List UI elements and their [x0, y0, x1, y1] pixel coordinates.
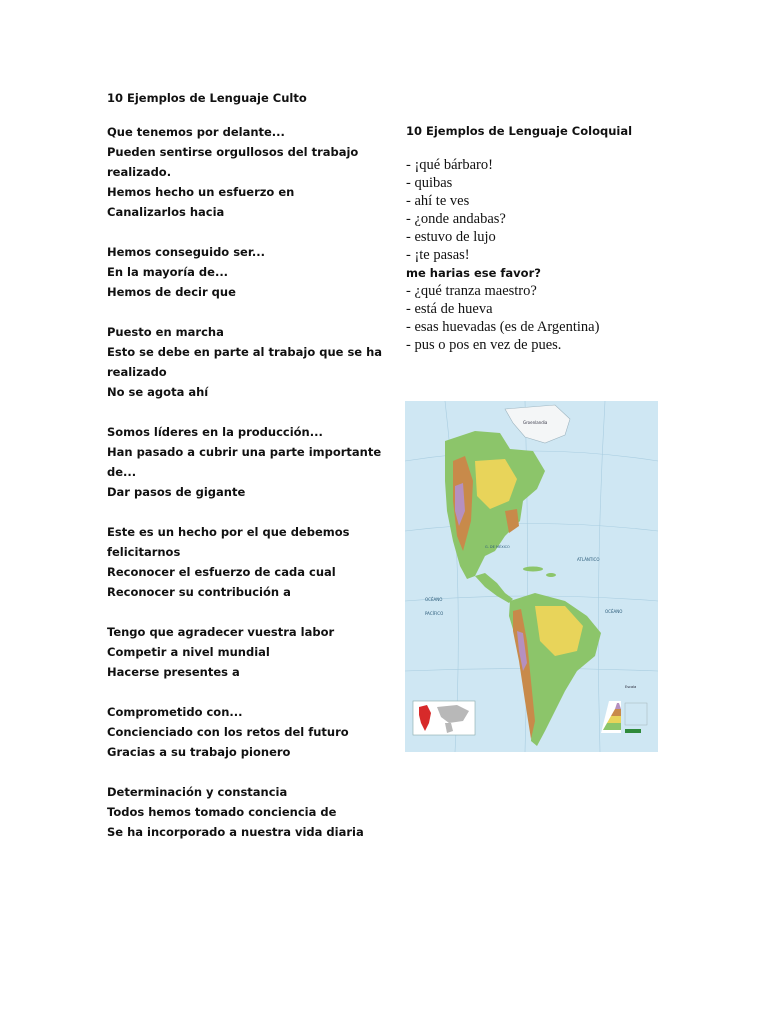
culto-example-line: Somos líderes en la producción...	[107, 425, 323, 439]
culto-example-line: Hacerse presentes a	[107, 665, 240, 679]
culto-example-line: realizado	[107, 365, 167, 379]
group-spacer	[107, 402, 377, 422]
scale-label: Escala	[625, 685, 637, 689]
greenland-label: Groenlandia	[523, 420, 548, 425]
culto-example-line: Que tenemos por delante...	[107, 125, 285, 139]
culto-example-line: Han pasado a cubrir una parte importante	[107, 445, 382, 459]
caribbean-island	[546, 573, 556, 577]
coloquial-title: 10 Ejemplos de Lenguaje Coloquial	[406, 124, 633, 138]
coloquial-example-item: - ahí te ves	[406, 193, 470, 209]
culto-example-line: Todos hemos tomado conciencia de	[107, 805, 337, 819]
coloquial-example-item: - ¡qué bárbaro!	[406, 157, 493, 173]
culto-example-line: Se ha incorporado a nuestra vida diaria	[107, 825, 364, 839]
culto-example-line: de...	[107, 465, 137, 479]
oceano-right-label: OCÉANO	[605, 609, 623, 614]
culto-example-line: Competir a nivel mundial	[107, 645, 270, 659]
coloquial-example-item: - pus o pos en vez de pues.	[406, 337, 562, 353]
culto-example-line: Hemos conseguido ser...	[107, 245, 265, 259]
group-spacer	[107, 762, 377, 782]
group-spacer	[107, 682, 377, 702]
culto-example-line: Puesto en marcha	[107, 325, 224, 339]
coloquial-example-item: - ¿qué tranza maestro?	[406, 283, 537, 299]
pacifico-label: PACÍFICO	[425, 611, 444, 616]
culto-example-line: Concienciado con los retos del futuro	[107, 725, 349, 739]
americas-physical-map	[405, 401, 658, 752]
culto-example-line: No se agota ahí	[107, 385, 209, 399]
coloquial-list	[406, 156, 706, 354]
caribbean-island	[523, 567, 543, 572]
group-spacer	[107, 502, 377, 522]
mexico-gulf-label: G. DE MÉXICO	[485, 545, 510, 549]
culto-example-line: felicitarnos	[107, 545, 181, 559]
culto-example-line: Este es un hecho por el que debemos	[107, 525, 350, 539]
coloquial-example-item: - estuvo de lujo	[406, 229, 496, 245]
culto-example-line: Determinación y constancia	[107, 785, 288, 799]
culto-list	[107, 122, 383, 842]
culto-example-line: Canalizarlos hacia	[107, 205, 225, 219]
coloquial-example-item: - ¡te pasas!	[406, 247, 470, 263]
culto-example-line: Hemos hecho un esfuerzo en	[107, 185, 295, 199]
atlantico-label: ATLÁNTICO	[577, 557, 600, 562]
coloquial-example-item: - está de hueva	[406, 301, 493, 317]
culto-example-line: Reconocer el esfuerzo de cada cual	[107, 565, 336, 579]
culto-example-line: realizado.	[107, 165, 172, 179]
culto-example-line: Gracias a su trabajo pionero	[107, 745, 291, 759]
culto-title: 10 Ejemplos de Lenguaje Culto	[107, 91, 307, 105]
culto-example-line: Reconocer su contribución a	[107, 585, 291, 599]
culto-example-line: Esto se debe en parte al trabajo que se ha	[107, 345, 383, 359]
coloquial-example-item: - quibas	[406, 175, 453, 191]
inset-world-map	[413, 701, 475, 735]
culto-example-line: En la mayoría de...	[107, 265, 229, 279]
group-spacer	[107, 602, 377, 622]
group-spacer	[107, 222, 377, 242]
culto-example-line: Tengo que agradecer vuestra labor	[107, 625, 335, 639]
coloquial-example-item: - ¿onde andabas?	[406, 211, 506, 227]
coloquial-example-item: me harias ese favor?	[406, 266, 541, 280]
culto-example-line: Comprometido con...	[107, 705, 243, 719]
culto-example-line: Hemos de decir que	[107, 285, 236, 299]
map-svg	[405, 401, 658, 752]
oceano-left-label: OCÉANO	[425, 597, 443, 602]
group-spacer	[107, 302, 377, 322]
culto-example-line: Pueden sentirse orgullosos del trabajo	[107, 145, 359, 159]
culto-example-line: Dar pasos de gigante	[107, 485, 246, 499]
coloquial-example-item: - esas huevadas (es de Argentina)	[406, 319, 600, 335]
